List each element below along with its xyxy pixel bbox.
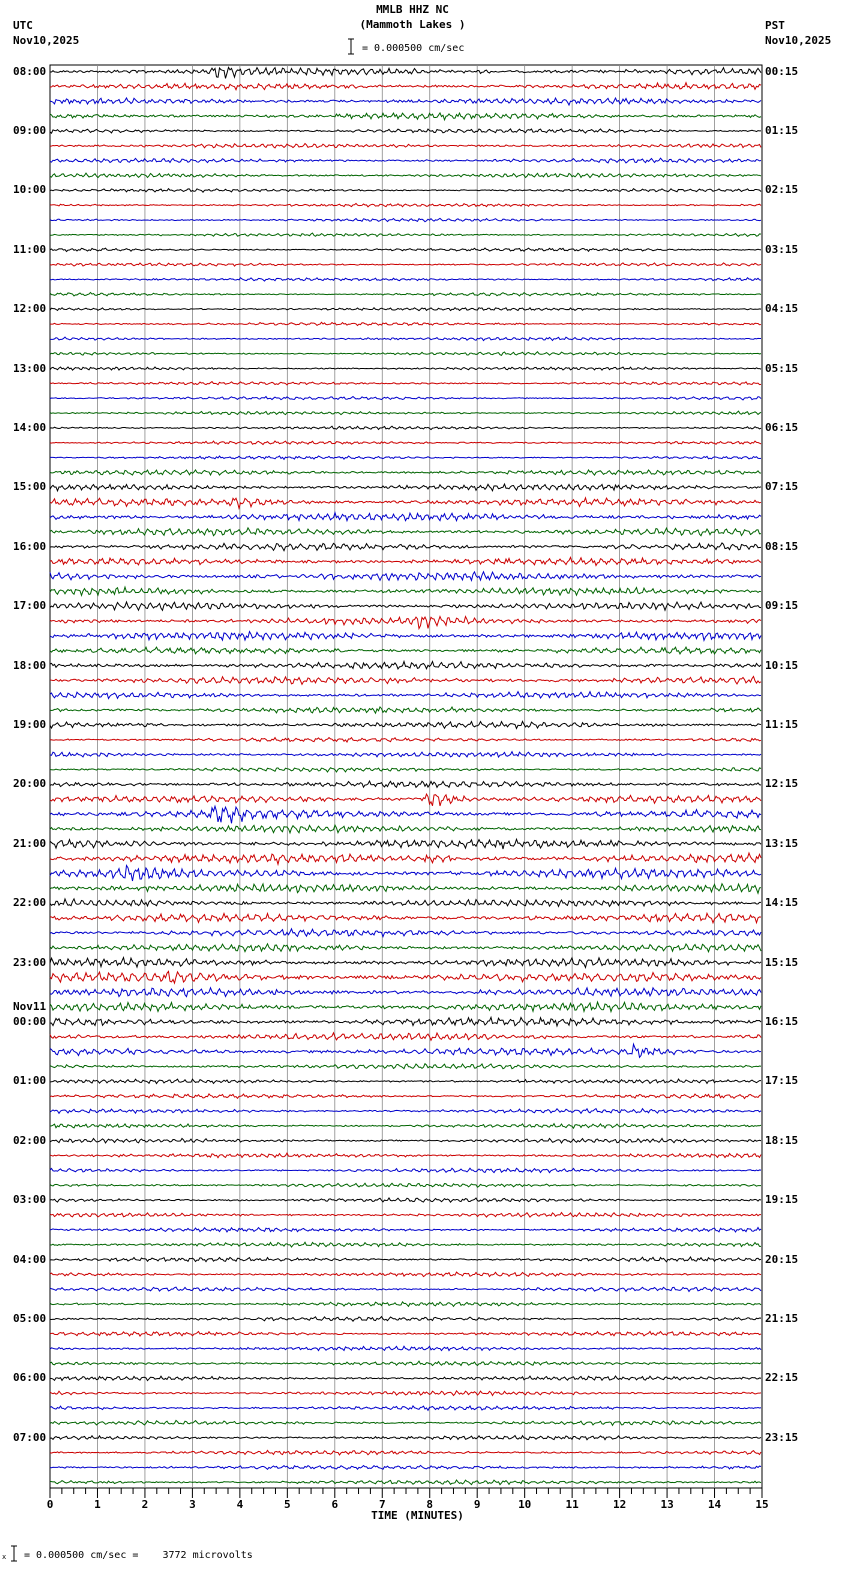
x-tick-label: 9 <box>473 1498 481 1511</box>
trace-line <box>50 1124 761 1129</box>
trace-line <box>50 1153 761 1158</box>
trace-line <box>50 929 761 937</box>
pst-hour-label: 10:15 <box>765 658 799 672</box>
trace-line <box>50 1450 761 1455</box>
trace-line <box>50 865 761 881</box>
trace-line <box>50 1242 761 1247</box>
x-tick-label: 15 <box>755 1498 769 1511</box>
utc-hour-label: 03:00 <box>13 1193 47 1207</box>
trace-line <box>50 958 761 968</box>
trace-line <box>50 67 761 78</box>
trace-line <box>50 484 761 491</box>
pst-date: Nov10,2025 <box>765 34 832 47</box>
trace-line <box>50 1228 761 1232</box>
trace-line <box>50 677 761 685</box>
footer-prefix: x <box>2 1553 7 1561</box>
scale-text: = 0.000500 cm/sec <box>362 43 465 54</box>
trace-line <box>50 884 761 893</box>
utc-date: Nov10,2025 <box>13 34 80 47</box>
utc-hour-label: 07:00 <box>13 1430 47 1444</box>
utc-hour-label: 22:00 <box>13 896 47 910</box>
pst-hour-label: 23:15 <box>765 1430 799 1444</box>
trace-line <box>50 1138 761 1143</box>
trace-line <box>50 1079 761 1083</box>
trace-line <box>50 944 761 952</box>
x-tick-label: 1 <box>94 1498 101 1511</box>
station-title: MMLB HHZ NC <box>376 3 449 16</box>
trace-line <box>50 1168 761 1172</box>
trace-line <box>50 278 761 281</box>
trace-line <box>50 707 761 713</box>
x-tick-label: 4 <box>236 1498 244 1511</box>
x-tick-label: 11 <box>565 1498 579 1511</box>
utc-hour-label: 08:00 <box>13 64 47 78</box>
pst-hour-label: 17:15 <box>765 1074 799 1088</box>
trace-line <box>50 692 761 699</box>
trace-line <box>50 988 761 997</box>
trace-line <box>50 1257 761 1262</box>
footer-scale-bar-icon <box>9 1545 19 1563</box>
trace-line <box>50 1465 761 1469</box>
pst-hour-label: 13:15 <box>765 836 799 850</box>
trace-line <box>50 661 761 668</box>
pst-hour-label: 01:15 <box>765 123 799 137</box>
trace-line <box>50 1391 761 1396</box>
trace-line <box>50 98 761 105</box>
pst-hour-label: 00:15 <box>765 64 799 78</box>
pst-hour-label: 18:15 <box>765 1133 799 1147</box>
pst-hour-label: 07:15 <box>765 480 799 494</box>
trace-line <box>50 498 761 508</box>
trace-line <box>50 839 761 849</box>
utc-hour-label: 01:00 <box>13 1074 47 1088</box>
trace-line <box>50 367 761 370</box>
utc-hour-label: 16:00 <box>13 539 47 553</box>
x-tick-label: 2 <box>141 1498 149 1511</box>
utc-hour-label: 13:00 <box>13 361 47 375</box>
trace-line <box>50 189 761 193</box>
trace-line <box>50 602 761 610</box>
pst-hour-label: 08:15 <box>765 539 799 553</box>
pst-hour-label: 05:15 <box>765 361 799 375</box>
x-tick-label: 12 <box>613 1498 627 1511</box>
trace-line <box>50 971 761 983</box>
pst-hour-label: 16:15 <box>765 1014 799 1028</box>
pst-hour-label: 03:15 <box>765 242 799 256</box>
trace-line <box>50 1331 761 1336</box>
trace-line <box>50 768 761 772</box>
trace-line <box>50 308 761 311</box>
pst-hour-label: 21:15 <box>765 1311 799 1325</box>
trace-line <box>50 1406 761 1410</box>
trace-line <box>50 1183 761 1187</box>
trace-line <box>50 1198 761 1202</box>
trace-line <box>50 1017 761 1026</box>
trace-line <box>50 143 761 147</box>
utc-label: UTC <box>13 19 33 32</box>
trace-line <box>50 1064 761 1069</box>
trace-line <box>50 1317 761 1322</box>
trace-line <box>50 233 761 236</box>
trace-line <box>50 411 761 414</box>
pst-hour-label: 04:15 <box>765 302 799 316</box>
pst-hour-label: 20:15 <box>765 1252 799 1266</box>
trace-line <box>50 752 761 757</box>
utc-hour-label: 02:00 <box>13 1133 47 1147</box>
trace-line <box>50 1002 761 1012</box>
trace-line <box>50 456 761 459</box>
utc-hour-label: 17:00 <box>13 599 47 613</box>
trace-line <box>50 794 761 806</box>
trace-line <box>50 1033 761 1040</box>
trace-line <box>50 913 761 923</box>
trace-line <box>50 1044 761 1057</box>
pst-hour-label: 02:15 <box>765 183 799 197</box>
trace-line <box>50 292 761 295</box>
trace-line <box>50 1436 761 1440</box>
utc-hour-label: 23:00 <box>13 955 47 969</box>
utc-hour-label: 05:00 <box>13 1311 47 1325</box>
x-tick-label: 5 <box>284 1498 291 1511</box>
trace-line <box>50 1094 761 1099</box>
utc-hour-label: 09:00 <box>13 123 47 137</box>
trace-line <box>50 721 761 728</box>
trace-line <box>50 1346 761 1350</box>
trace-line <box>50 557 761 565</box>
trace-line <box>50 587 761 595</box>
x-tick-label: 7 <box>378 1498 386 1511</box>
utc-hour-label: 06:00 <box>13 1371 47 1385</box>
trace-line <box>50 203 761 206</box>
x-axis-title: TIME (MINUTES) <box>371 1509 464 1522</box>
x-tick-label: 14 <box>707 1498 722 1511</box>
trace-line <box>50 248 761 251</box>
pst-label: PST <box>765 19 785 32</box>
trace-line <box>50 218 761 221</box>
trace-line <box>50 113 761 120</box>
trace-line <box>50 528 761 536</box>
utc-hour-label: 04:00 <box>13 1252 47 1266</box>
trace-line <box>50 1376 761 1381</box>
utc-hour-label: 18:00 <box>13 658 47 672</box>
trace-line <box>50 83 761 90</box>
pst-hour-label: 19:15 <box>765 1193 799 1207</box>
pst-hour-label: 22:15 <box>765 1371 799 1385</box>
trace-line <box>50 781 761 787</box>
utc-hour-label: 19:00 <box>13 717 47 731</box>
pst-hour-label: 14:15 <box>765 896 799 910</box>
trace-line <box>50 337 761 340</box>
trace-line <box>50 1272 761 1276</box>
trace-line <box>50 470 761 475</box>
pst-hour-label: 15:15 <box>765 955 799 969</box>
utc-hour-label: 15:00 <box>13 480 47 494</box>
trace-line <box>50 382 761 385</box>
trace-line <box>50 322 761 325</box>
utc-hour-label: 21:00 <box>13 836 47 850</box>
x-tick-label: 13 <box>660 1498 674 1511</box>
utc-hour-label: 14:00 <box>13 420 47 434</box>
x-tick-label: 3 <box>189 1498 196 1511</box>
trace-line <box>50 513 761 521</box>
trace-line <box>50 1420 761 1425</box>
trace-line <box>50 426 761 429</box>
footer-scale-text: = 0.000500 cm/sec = 3772 microvolts <box>24 1550 253 1561</box>
trace-line <box>50 572 761 581</box>
utc-hour-label: 00:00 <box>13 1014 47 1028</box>
trace-line <box>50 441 761 444</box>
pst-hour-label: 09:15 <box>765 599 799 613</box>
x-tick-label: 10 <box>518 1498 532 1511</box>
trace-line <box>50 173 761 177</box>
trace-line <box>50 543 761 551</box>
trace-line <box>50 129 761 133</box>
trace-line <box>50 899 761 907</box>
pst-hour-label: 12:15 <box>765 777 799 791</box>
trace-line <box>50 1480 761 1485</box>
trace-line <box>50 397 761 400</box>
trace-line <box>50 1302 761 1307</box>
trace-line <box>50 1361 761 1365</box>
utc-hour-label: 10:00 <box>13 183 47 197</box>
pst-hour-label: 11:15 <box>765 717 799 731</box>
trace-line <box>50 616 761 628</box>
trace-line <box>50 263 761 266</box>
trace-line <box>50 738 761 742</box>
trace-line <box>50 158 761 163</box>
trace-line <box>50 352 761 356</box>
trace-line <box>50 1287 761 1291</box>
trace-line <box>50 806 761 823</box>
date-change-label: Nov11 <box>13 999 47 1013</box>
station-location: (Mammoth Lakes ) <box>359 18 466 31</box>
trace-line <box>50 1213 761 1218</box>
utc-hour-label: 20:00 <box>13 777 47 791</box>
trace-line <box>50 1109 761 1114</box>
x-tick-label: 6 <box>331 1498 339 1511</box>
pst-hour-label: 06:15 <box>765 420 799 434</box>
x-tick-label: 8 <box>426 1498 434 1511</box>
x-tick-label: 0 <box>46 1498 54 1511</box>
utc-hour-label: 12:00 <box>13 302 47 316</box>
trace-line <box>50 632 761 641</box>
trace-line <box>50 647 761 654</box>
trace-line <box>50 825 761 833</box>
utc-hour-label: 11:00 <box>13 242 47 256</box>
trace-line <box>50 853 761 864</box>
